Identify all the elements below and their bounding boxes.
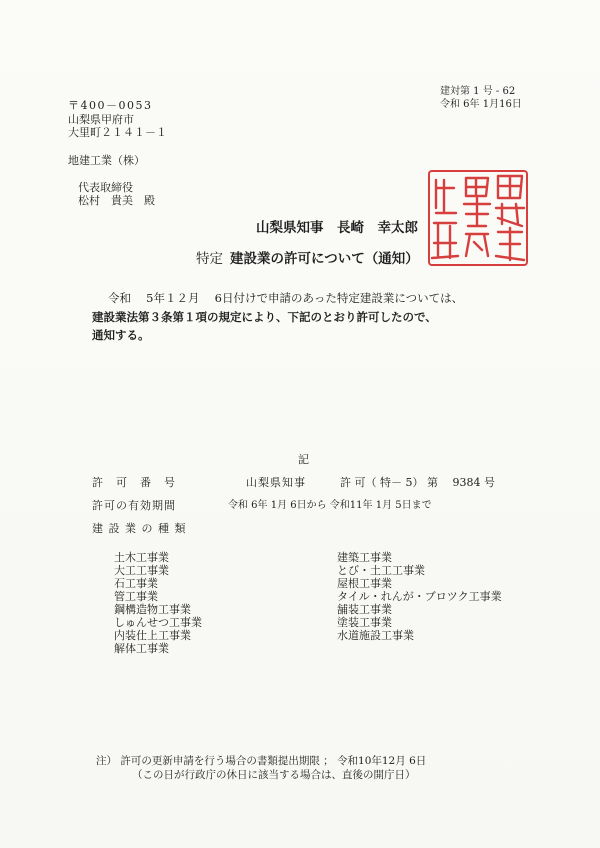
renewal-note: 注） 許可の更新申請を行う場合の書類提出期限 ； 令和10年12月 6日 (96, 755, 427, 767)
business-type-item: 舗装工事業 (337, 603, 392, 616)
business-types-label: 建 設 業 の 種 類 (92, 522, 187, 535)
business-type-item: 塗装工事業 (337, 616, 392, 629)
permit-issuer: 山梨県知事 (246, 476, 306, 489)
business-type-item: 建築工事業 (337, 551, 392, 564)
recipient-address-line1: 山梨県甲府市 (68, 113, 134, 126)
business-type-item: 内装仕上工事業 (114, 629, 191, 642)
recipient-title: 代表取締役 (78, 181, 133, 194)
subject-prefix: 特定 (196, 251, 223, 267)
business-type-item: 管工事業 (114, 590, 158, 603)
business-type-item: 解体工事業 (114, 642, 169, 655)
recipient-address-line2: 大里町２１４１－１ (68, 126, 167, 139)
recipient-company: 地建工業（株） (68, 154, 145, 167)
renewal-note-detail: （この日が行政庁の休日に該当する場合は、直後の開庁日） (132, 769, 416, 781)
business-type-item: タイル・れんが・ブロツク工事業 (337, 590, 502, 603)
sender-name: 山梨県知事 長崎 幸太郎 (256, 220, 418, 236)
body-line-1: 令和 5年１２月 6日付けで申請のあった特定建設業については、 (108, 291, 464, 305)
permit-number-label: 許 可 番 号 (92, 476, 176, 489)
business-type-item: 大工工事業 (114, 564, 169, 577)
business-type-item: 土木工事業 (114, 551, 169, 564)
validity-period-value: 令和 6年 1月 6日から 令和11年 1月 5日まで (228, 500, 432, 511)
business-type-item: 水道施設工事業 (337, 629, 414, 642)
business-type-item: しゅんせつ工事業 (114, 616, 202, 629)
subject-title: 建設業の許可について（通知） (230, 251, 419, 267)
validity-period-label: 許可の有効期間 (92, 499, 176, 512)
business-type-item: 鋼構造物工事業 (114, 603, 191, 616)
business-type-item: とび・土工工事業 (337, 564, 425, 577)
body-line-3: 通知する。 (92, 328, 150, 342)
body-line-2: 建設業法第３条第１項の規定により、下記のとおり許可したので、 (92, 310, 437, 324)
ki-marker: 記 (298, 453, 309, 466)
document-date: 令和 6年 1月16日 (440, 99, 522, 110)
recipient-postal: 〒400－0053 (68, 99, 153, 112)
document-number: 建対第 1 号 - 62 (440, 86, 516, 97)
business-type-item: 石工事業 (114, 577, 158, 590)
permit-number-value: 許 可（ 特－ 5） 第 9384 号 (340, 476, 495, 489)
official-seal (426, 168, 530, 268)
business-type-item: 屋根工事業 (337, 577, 392, 590)
recipient-name: 松村 貴美 殿 (78, 194, 155, 207)
